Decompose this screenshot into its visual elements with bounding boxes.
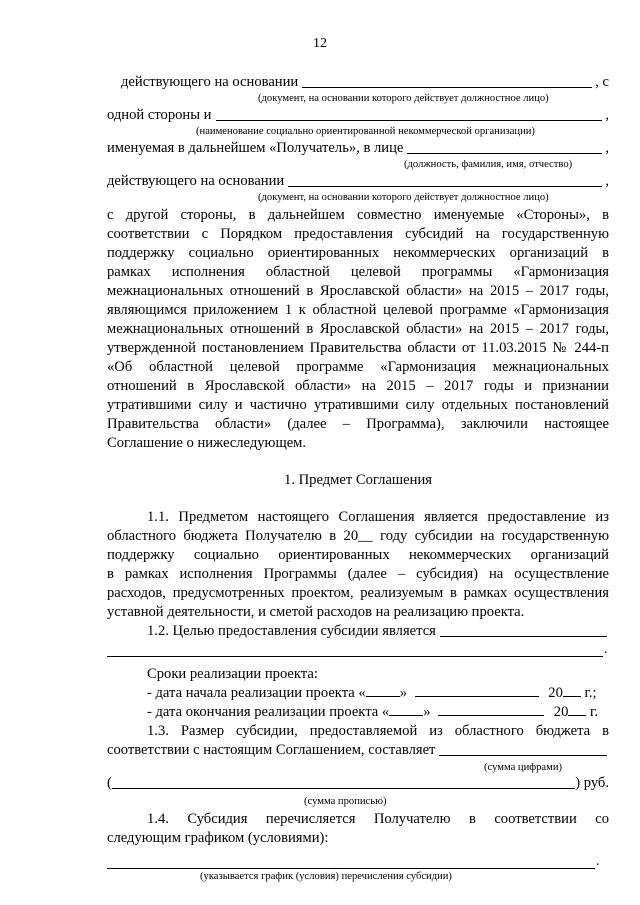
sum-words-line bbox=[107, 774, 609, 792]
clause-1-1-line: областного бюджета Получателю в 20__ году субсидии на государственную bbox=[107, 528, 609, 544]
clause-1-1-line: в рамках исполнения Программы (далее – субсидия) на осуществление bbox=[107, 566, 609, 582]
schedule-blank[interactable] bbox=[107, 868, 595, 869]
recipient-field-line bbox=[107, 139, 609, 157]
schedule-period: . bbox=[596, 854, 600, 869]
purpose-blank[interactable] bbox=[440, 636, 607, 637]
basis1-field-line bbox=[107, 73, 609, 91]
term-end-year-blank[interactable] bbox=[568, 703, 586, 716]
clause-1-3-line: 1.3. Размер субсидии, предоставляемой из областного бюджета в bbox=[147, 723, 609, 739]
intro-line: утратившими силу и частично утратившими силу отдельных постановлений bbox=[107, 397, 609, 413]
intro-line: рамках исполнения областной целевой программы «Гармонизация bbox=[107, 264, 609, 280]
recipient-suffix: , bbox=[605, 140, 609, 156]
sum-digits-hint: (сумма цифрами) bbox=[484, 762, 563, 773]
term-end-month-blank[interactable] bbox=[438, 703, 544, 716]
side-label: одной стороны и bbox=[107, 107, 212, 123]
intro-line: отношений в Ярославской области» на 2015 – 2017 годы и признании bbox=[107, 378, 609, 394]
clause-1-3-line bbox=[107, 741, 609, 759]
intro-line: поддержку социально ориентированных некоммерческих организаций в bbox=[107, 245, 609, 261]
clause-1-1-line: поддержку социально ориентированных некоммерческих организаций bbox=[107, 547, 609, 563]
recipient-blank[interactable] bbox=[407, 153, 602, 154]
recipient-hint: (должность, фамилия, имя, отчество) bbox=[404, 159, 573, 170]
clause-1-3-label: соответствии с настоящим Соглашением, составляет bbox=[107, 742, 436, 758]
side-suffix: , bbox=[605, 107, 609, 123]
sum-digits-blank[interactable] bbox=[439, 755, 607, 756]
term-start-year-blank[interactable] bbox=[563, 684, 581, 697]
clause-1-1-line: 1.1. Предметом настоящего Соглашения является предоставление из bbox=[147, 509, 609, 525]
intro-line: утвержденной постановлением Правительства области от 11.03.2015 № 244-п bbox=[107, 340, 609, 356]
basis1-blank[interactable] bbox=[302, 87, 592, 88]
intro-line: Правительства области» (далее – Программа), заключили настоящее bbox=[107, 416, 609, 432]
term-end-line: - дата окончания реализации проекта « » 20 г. bbox=[147, 704, 599, 720]
intro-line: являющимся приложением 1 к областной целевой программе «Гармонизация bbox=[107, 302, 609, 318]
side-field-line bbox=[107, 106, 609, 124]
intro-line: межнациональных отношений в Ярославской области» на 2015 – 2017 годы, bbox=[107, 321, 609, 337]
basis1-label: действующего на основании bbox=[121, 74, 299, 90]
section-title: 1. Предмет Соглашения bbox=[284, 472, 432, 488]
clause-1-4-line: 1.4. Субсидия перечисляется Получателю в соответствии со bbox=[147, 811, 609, 827]
clause-1-1-line: уставной деятельности, и сметой расходов на реализацию проекта. bbox=[107, 604, 525, 620]
basis2-hint: (документ, на основании которого действует должностное лицо) bbox=[258, 192, 549, 203]
terms-title: Сроки реализации проекта: bbox=[147, 666, 318, 682]
intro-line: соответствии с Порядком предоставления субсидий на государственную bbox=[107, 226, 609, 242]
page-number: 12 bbox=[313, 36, 327, 51]
intro-line: межнациональных отношений в Ярославской области» на 2015 – 2017 годы, bbox=[107, 283, 609, 299]
basis1-suffix: , с bbox=[595, 74, 609, 90]
term-start-day-blank[interactable] bbox=[366, 684, 400, 697]
rub-suffix: ) руб. bbox=[575, 775, 609, 791]
term-start-line: - дата начала реализации проекта « » 20 г.; bbox=[147, 685, 597, 701]
clause-1-2-line bbox=[107, 622, 609, 640]
side-hint: (наименование социально ориентированной некоммерческой организации) bbox=[196, 126, 535, 137]
term-end-day-blank[interactable] bbox=[389, 703, 423, 716]
intro-line: «Об областной целевой программе «Гармонизация межнациональных bbox=[107, 359, 609, 375]
purpose-blank-2[interactable] bbox=[107, 656, 603, 657]
basis2-field-line bbox=[107, 172, 609, 190]
purpose-period: . bbox=[604, 642, 608, 657]
side-blank[interactable] bbox=[216, 120, 603, 121]
clause-1-1-line: расходов, предусмотренных проектом, реализуемым в рамках осуществления bbox=[107, 585, 609, 601]
sum-words-hint: (сумма прописью) bbox=[304, 796, 387, 807]
basis2-blank[interactable] bbox=[288, 186, 602, 187]
basis2-label: действующего на основании bbox=[107, 173, 285, 189]
paren-open: ( bbox=[107, 775, 112, 791]
sum-words-blank[interactable] bbox=[112, 788, 575, 789]
clause-1-4-line: следующим графиком (условиями): bbox=[107, 830, 329, 846]
clause-1-2-label: 1.2. Целью предоставления субсидии является bbox=[147, 623, 436, 639]
basis1-hint: (документ, на основании которого действует должностное лицо) bbox=[258, 93, 549, 104]
intro-line: Соглашение о нижеследующем. bbox=[107, 435, 307, 451]
schedule-hint: (указывается график (условия) перечисления субсидии) bbox=[200, 871, 452, 882]
term-end-label: - дата окончания реализации проекта « bbox=[147, 704, 390, 720]
term-start-label: - дата начала реализации проекта « bbox=[147, 685, 366, 701]
recipient-label: именуемая в дальнейшем «Получатель», в лице bbox=[107, 140, 404, 156]
basis2-suffix: , bbox=[605, 173, 609, 189]
term-start-month-blank[interactable] bbox=[415, 684, 539, 697]
intro-line: с другой стороны, в дальнейшем совместно именуемые «Стороны», в bbox=[107, 207, 609, 223]
